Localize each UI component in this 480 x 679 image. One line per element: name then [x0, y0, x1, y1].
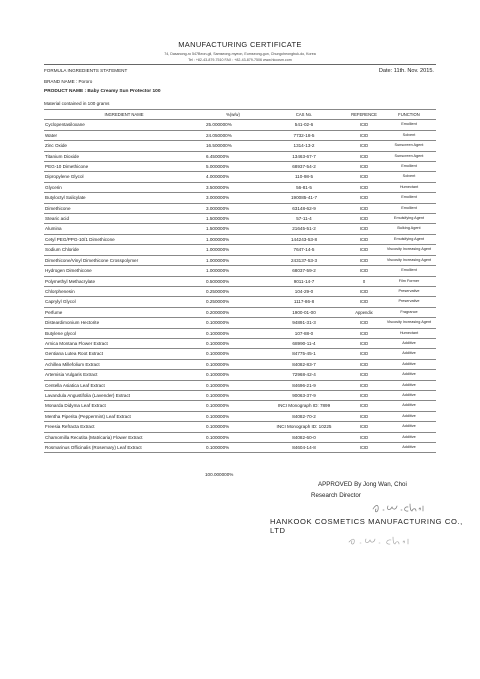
ingredient-percent: 0.100000% — [204, 328, 262, 338]
material-note: Material contained in 100 grams — [44, 101, 110, 106]
ingredients-table — [44, 109, 436, 453]
ingredient-cas: 104-29-0 — [262, 286, 346, 296]
ingredient-name: Chamomilla Recutita (Matricaria) Flower Extract — [44, 432, 204, 442]
ingredient-name: Perfume — [44, 307, 204, 317]
ingredient-percent: 4.000000% — [204, 172, 262, 182]
table-row — [44, 370, 436, 380]
ingredient-name: Alumina — [44, 224, 204, 234]
ingredient-reference: ICID — [346, 432, 382, 442]
ingredient-function: Additive — [382, 349, 436, 359]
ingredient-name: Mentha Piperita (Peppermint) Leaf Extract — [44, 411, 204, 421]
ingredient-reference: ICID — [346, 182, 382, 192]
ingredient-function: Emollient — [382, 162, 436, 172]
ingredient-percent: 0.100000% — [204, 432, 262, 442]
ingredient-cas: 1117-86-8 — [262, 297, 346, 307]
company-name: HANKOOK COSMETICS MANUFACTURING CO., LTD — [270, 517, 463, 535]
statement-label: FORMULA INGREDIENTS STATEMENT — [44, 68, 128, 73]
ingredient-percent: 0.200000% — [204, 307, 262, 317]
ingredient-reference: ICID — [346, 172, 382, 182]
table-row — [44, 390, 436, 400]
ingredient-function: Solvent — [382, 172, 436, 182]
ingredient-function: Humectant — [382, 182, 436, 192]
ingredient-function: Additive — [382, 338, 436, 348]
ingredient-cas: 21645-51-2 — [262, 224, 346, 234]
ingredient-reference: ICID — [346, 193, 382, 203]
ingredient-percent: 1.000000% — [204, 234, 262, 244]
ingredient-percent: 0.100000% — [204, 443, 262, 453]
ingredient-percent: 25.000000% — [204, 120, 262, 130]
table-header-row — [44, 110, 436, 120]
ingredient-reference: ICID — [346, 318, 382, 328]
table-row — [44, 151, 436, 161]
ingredient-cas: 190085-41-7 — [262, 193, 346, 203]
ingredient-reference: ICID — [346, 349, 382, 359]
ingredient-reference: ICID — [346, 411, 382, 421]
ingredients-body — [44, 120, 436, 453]
ingredient-percent: 0.100000% — [204, 422, 262, 432]
ingredient-reference: ICID — [346, 359, 382, 369]
ingredient-reference: ICID — [346, 141, 382, 151]
ingredient-cas: 144243-53-8 — [262, 234, 346, 244]
ingredient-cas: 94891-31-3 — [262, 318, 346, 328]
product-name: PRODUCT NAME : Baby Creamy Sun Protector 100 — [44, 89, 161, 94]
ingredient-reference: ICID — [346, 286, 382, 296]
ingredient-percent: 1.000000% — [204, 266, 262, 276]
header-ingredient: INGREDIENT NAME — [44, 110, 204, 120]
table-row — [44, 318, 436, 328]
ingredient-name: Water — [44, 130, 204, 140]
ingredient-cas: 72968-42-4 — [262, 370, 346, 380]
table-row — [44, 338, 436, 348]
ingredient-reference: ICID — [346, 130, 382, 140]
ingredient-function: Fragrance — [382, 307, 436, 317]
ingredient-cas: 57-11-4 — [262, 214, 346, 224]
ingredient-percent: 1.500000% — [204, 214, 262, 224]
ingredient-reference: ICID — [346, 151, 382, 161]
ingredient-function: Sunscreen Agent — [382, 151, 436, 161]
ingredient-name: Chlorphenesin — [44, 286, 204, 296]
ingredient-percent: 0.500000% — [204, 276, 262, 286]
company-address: 74, Dasanong-ro 547Beon-gil, Samseong-myeon, Eumseong-gun, Chungcheongbuk-do, Korea — [164, 52, 316, 56]
ingredient-name: Monarda Didyma Leaf Extract — [44, 401, 204, 411]
ingredient-percent: 1.500000% — [204, 224, 262, 234]
table-row — [44, 411, 436, 421]
ingredient-function: Emollient — [382, 266, 436, 276]
ingredient-name: Freesia Refracta Extract — [44, 422, 204, 432]
approved-by: APPROVED By Jong Wan, Choi — [318, 481, 407, 488]
ingredient-name: Titanium Dioxide — [44, 151, 204, 161]
ingredient-function: Emollient — [382, 203, 436, 213]
table-row — [44, 245, 436, 255]
ingredient-percent: 16.500000% — [204, 141, 262, 151]
ingredient-cas: INCI Monograph ID: 10225 — [262, 422, 346, 432]
ingredient-name: Butylene glycol — [44, 328, 204, 338]
table-row — [44, 401, 436, 411]
approver-title: Research Director — [311, 492, 361, 499]
ingredient-percent: 0.250000% — [204, 286, 262, 296]
ingredient-name: Stearic acid — [44, 214, 204, 224]
ingredient-reference: ICID — [346, 245, 382, 255]
ingredient-name: PEG-10 Dimethicone — [44, 162, 204, 172]
header-cas: CAS No. — [262, 110, 346, 120]
ingredient-cas: 90063-37-9 — [262, 390, 346, 400]
ingredient-cas: 68937-54-2 — [262, 162, 346, 172]
ingredient-function: Emollient — [382, 193, 436, 203]
ingredient-function: Viscosity Increasing Agent — [382, 318, 436, 328]
header-divider — [44, 64, 436, 65]
ingredient-cas: 84604-14-8 — [262, 443, 346, 453]
ingredient-function: Emollient — [382, 120, 436, 130]
ingredient-function: Additive — [382, 422, 436, 432]
ingredient-name: Zinc Oxide — [44, 141, 204, 151]
ingredient-function: Viscosity Increasing Agent — [382, 245, 436, 255]
ingredient-function: Additive — [382, 359, 436, 369]
ingredient-function: Sunscreen Agent — [382, 141, 436, 151]
ingredient-reference: ICID — [346, 162, 382, 172]
ingredient-name: Butyloctyl Salicylate — [44, 193, 204, 203]
table-row — [44, 162, 436, 172]
ingredient-function: Film Former — [382, 276, 436, 286]
ingredient-percent: 0.100000% — [204, 380, 262, 390]
table-row — [44, 443, 436, 453]
ingredient-cas: 107-88-0 — [262, 328, 346, 338]
ingredient-percent: 0.100000% — [204, 370, 262, 380]
table-row — [44, 255, 436, 265]
ingredient-cas: 84775-45-1 — [262, 349, 346, 359]
ingredient-function: Additive — [382, 443, 436, 453]
ingredient-cas: 1900-01-00 — [262, 307, 346, 317]
table-row — [44, 328, 436, 338]
certificate-date: Date: 11th. Nov. 2015. — [378, 68, 434, 74]
table-row — [44, 224, 436, 234]
ingredient-function: Additive — [382, 401, 436, 411]
table-row — [44, 141, 436, 151]
ingredient-reference: ICID — [346, 203, 382, 213]
ingredient-cas: 1314-13-2 — [262, 141, 346, 151]
table-row — [44, 120, 436, 130]
ingredient-name: Arnica Montana Flower Extract — [44, 338, 204, 348]
ingredient-function: Additive — [382, 380, 436, 390]
table-row — [44, 172, 436, 182]
brand-name: BRAND NAME : Pororo — [44, 79, 93, 84]
ingredient-reference: ICID — [346, 328, 382, 338]
ingredient-function: Additive — [382, 432, 436, 442]
ingredient-name: Artemisia Vulgaris Extract — [44, 370, 204, 380]
ingredient-reference: ICID — [346, 120, 382, 130]
ingredient-reference: ICID — [346, 297, 382, 307]
ingredient-percent: 1.000000% — [204, 245, 262, 255]
ingredient-name: Sodium Chloride — [44, 245, 204, 255]
ingredient-cas: 68037-59-2 — [262, 266, 346, 276]
ingredient-percent: 3.000000% — [204, 203, 262, 213]
ingredient-name: Dimethicone/Vinyl Dimethicone Crosspolymer — [44, 255, 204, 265]
ingredient-reference: ICID — [346, 422, 382, 432]
table-row — [44, 349, 436, 359]
ingredient-name: Achillea Millefolium Extract — [44, 359, 204, 369]
ingredient-function: Solvent — [382, 130, 436, 140]
ingredient-reference: Appendix — [346, 307, 382, 317]
ingredient-name: Lavandula Angustifolia (Lavender) Extract — [44, 390, 204, 400]
ingredient-percent: 3.500000% — [204, 182, 262, 192]
ingredient-name: Dipropylene Glycol — [44, 172, 204, 182]
table-row — [44, 234, 436, 244]
ingredient-percent: 0.100000% — [204, 411, 262, 421]
company-contact: Tel : +82-43-879-7510 FAX : +82-43-879-7506 www.hkcosm.com — [188, 58, 292, 62]
table-row — [44, 359, 436, 369]
ingredient-function: Additive — [382, 370, 436, 380]
table-row — [44, 276, 436, 286]
ingredient-percent: 24.050000% — [204, 130, 262, 140]
ingredient-name: Hydrogen Dimethicone — [44, 266, 204, 276]
table-row — [44, 422, 436, 432]
ingredient-name: Cyclopentasiloxane — [44, 120, 204, 130]
table-row — [44, 193, 436, 203]
ingredient-name: Polymethyl Methacrylate — [44, 276, 204, 286]
header-function: FUNCTION — [382, 110, 436, 120]
table-row — [44, 380, 436, 390]
table-row — [44, 297, 436, 307]
ingredient-cas: 7647-14-5 — [262, 245, 346, 255]
header-reference: REFERENCE — [346, 110, 382, 120]
ingredient-reference: ICID — [346, 214, 382, 224]
ingredient-percent: 0.100000% — [204, 318, 262, 328]
ingredient-function: Emulsifying Agent — [382, 234, 436, 244]
ingredient-percent: 3.000000% — [204, 193, 262, 203]
ingredient-cas: 84082-83-7 — [262, 359, 346, 369]
ingredient-reference: 0 — [346, 276, 382, 286]
ingredient-name: Dimethicone — [44, 203, 204, 213]
ingredient-cas: 84696-21-9 — [262, 380, 346, 390]
ingredient-cas: 84082-60-0 — [262, 432, 346, 442]
ingredient-reference: ICID — [346, 255, 382, 265]
ingredient-name: Disteardimonium Hectorite — [44, 318, 204, 328]
ingredient-function: Viscosity Increasing Agent — [382, 255, 436, 265]
ingredient-percent: 1.000000% — [204, 255, 262, 265]
ingredient-reference: ICID — [346, 338, 382, 348]
ingredient-function: Additive — [382, 390, 436, 400]
ingredient-reference: ICID — [346, 380, 382, 390]
ingredient-function: Additive — [382, 411, 436, 421]
ingredient-reference: ICID — [346, 224, 382, 234]
ingredient-reference: ICID — [346, 443, 382, 453]
table-row — [44, 286, 436, 296]
ingredient-cas: 243137-53-3 — [262, 255, 346, 265]
ingredient-reference: ICID — [346, 390, 382, 400]
ingredient-name: Caprylyl Glycol — [44, 297, 204, 307]
ingredient-reference: ICID — [346, 234, 382, 244]
ingredient-function: Emulsifying Agent — [382, 214, 436, 224]
ingredient-reference: ICID — [346, 370, 382, 380]
ingredient-cas: 541-02-6 — [262, 120, 346, 130]
ingredient-percent: 0.100000% — [204, 338, 262, 348]
table-row — [44, 203, 436, 213]
ingredient-percent: 5.000000% — [204, 162, 262, 172]
ingredient-percent: 0.100000% — [204, 390, 262, 400]
handwritten-signature — [370, 500, 430, 514]
table-row — [44, 182, 436, 192]
ingredient-cas: 84082-70-2 — [262, 411, 346, 421]
table-row — [44, 130, 436, 140]
ingredient-reference: ICID — [346, 401, 382, 411]
table-row — [44, 214, 436, 224]
ingredient-cas: 7732-18-5 — [262, 130, 346, 140]
ingredient-cas: 9011-14-7 — [262, 276, 346, 286]
table-row — [44, 307, 436, 317]
ingredient-name: Glycerin — [44, 182, 204, 192]
ingredient-percent: 0.100000% — [204, 401, 262, 411]
ingredient-name: Gentiana Lutea Root Extract — [44, 349, 204, 359]
ingredient-percent: 0.250000% — [204, 297, 262, 307]
ingredient-reference: ICID — [346, 266, 382, 276]
ingredient-name: Rosmarinus Officinalis (Rosemary) Leaf Extract — [44, 443, 204, 453]
ingredient-name: Centella Asiatica Leaf Extract — [44, 380, 204, 390]
ingredient-function: Humectant — [382, 328, 436, 338]
ingredient-cas: 68990-11-4 — [262, 338, 346, 348]
company-signature — [343, 533, 433, 547]
ingredient-function: Bulking Agent — [382, 224, 436, 234]
table-row — [44, 432, 436, 442]
ingredient-percent: 6.450000% — [204, 151, 262, 161]
ingredient-cas: 63148-62-9 — [262, 203, 346, 213]
ingredient-percent: 0.100000% — [204, 359, 262, 369]
ingredient-cas: 56-81-5 — [262, 182, 346, 192]
ingredient-function: Preservative — [382, 297, 436, 307]
ingredient-cas: 13463-67-7 — [262, 151, 346, 161]
total-percent: 100.000000% — [205, 472, 234, 477]
table-row — [44, 266, 436, 276]
ingredient-cas: 110-98-5 — [262, 172, 346, 182]
ingredient-cas: INCI Monograph ID: 7899 — [262, 401, 346, 411]
ingredient-function: Preservative — [382, 286, 436, 296]
header-percent: %(w/w) — [204, 110, 262, 120]
document-title: MANUFACTURING CERTIFICATE — [178, 40, 302, 49]
ingredient-name: Cetyl PEG/PPG-10/1 Dimethicone — [44, 234, 204, 244]
ingredient-percent: 0.100000% — [204, 349, 262, 359]
